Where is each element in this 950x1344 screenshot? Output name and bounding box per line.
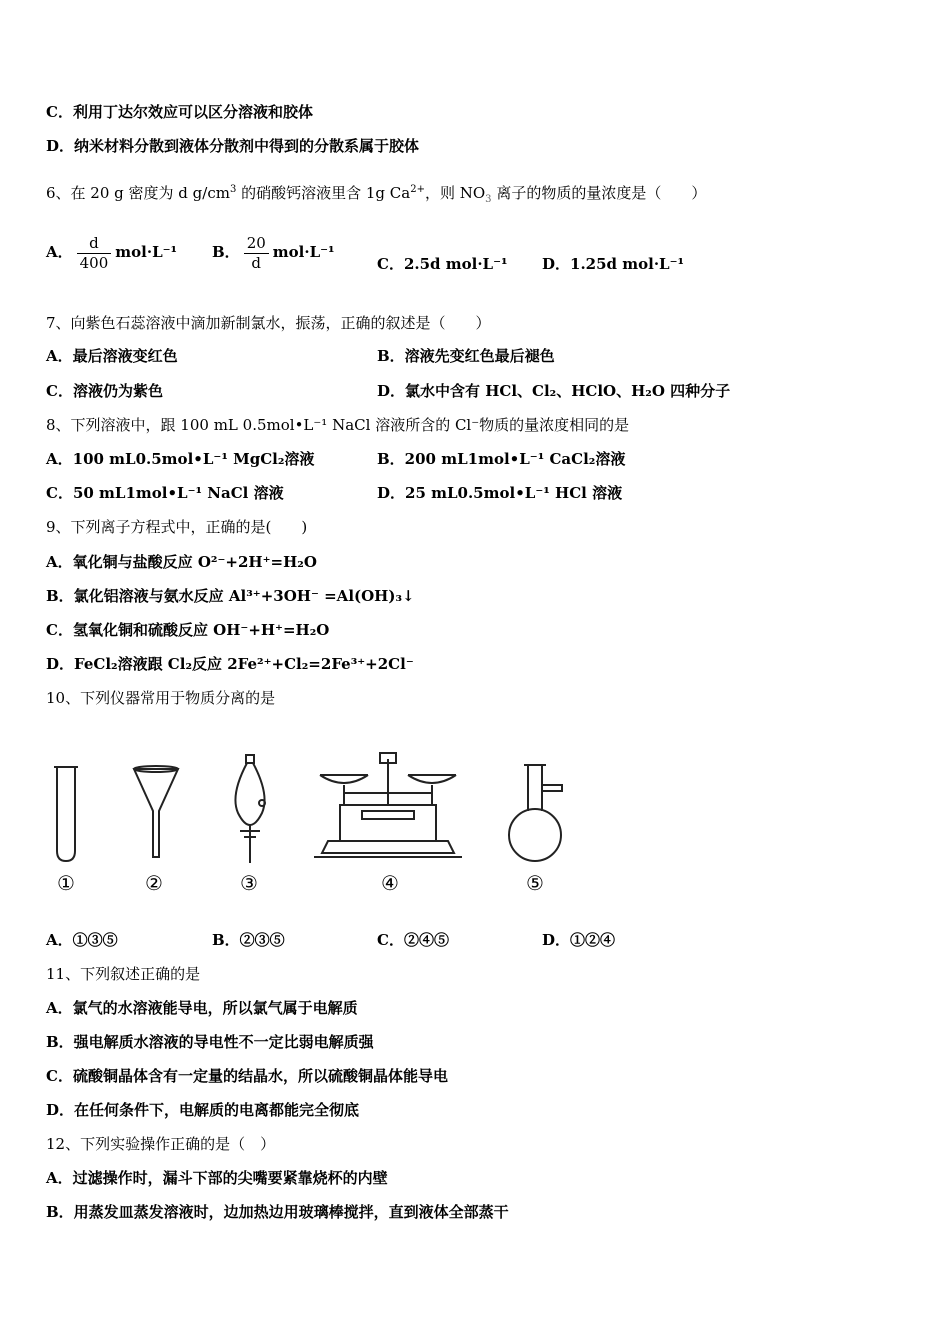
q7-option-c: C．溶液仍为紫色 <box>46 382 163 400</box>
distillation-flask-icon <box>509 765 562 861</box>
separatory-funnel-icon <box>235 755 265 863</box>
q9-option-a: A．氧化铜与盐酸反应 O²⁻+2H⁺=H₂O <box>46 553 317 571</box>
apparatus-label-1: ① <box>57 871 75 895</box>
q11-stem: 11、下列叙述正确的是 <box>46 965 201 983</box>
apparatus-label-5: ⑤ <box>526 871 544 895</box>
q11-option-c: C．硫酸铜晶体含有一定量的结晶水，所以硫酸铜晶体能导电 <box>46 1067 448 1085</box>
q9-option-d: D．FeCl₂溶液跟 Cl₂反应 2Fe²⁺+Cl₂=2Fe³⁺+2Cl⁻ <box>46 655 414 673</box>
q6-fraction-b: $\frac{20}{d}$ <box>244 234 269 273</box>
apparatus-label-3: ③ <box>240 871 258 895</box>
apparatus-label-2: ② <box>145 871 163 895</box>
q10-option-a: A．①③⑤ <box>46 931 118 949</box>
q9-stem: 9、下列离子方程式中，正确的是( ) <box>46 518 308 536</box>
q7-option-b: B．溶液先变红色最后褪色 <box>377 347 555 365</box>
q11-option-d: D．在任何条件下，电解质的电离都能完全彻底 <box>46 1101 360 1119</box>
q7-option-d: D．氯水中含有 HCl、Cl₂、HClO、H₂O 四种分子 <box>377 382 731 400</box>
apparatus-label-4: ④ <box>381 871 399 895</box>
q12-option-b: B．用蒸发皿蒸发溶液时，边加热边用玻璃棒搅拌，直到液体全部蒸干 <box>46 1203 509 1221</box>
q6-fraction-a: $\frac{d}{400}$ <box>77 234 112 273</box>
q6-stem: 6、在 20 g 密度为 d $g/cm^3$ 的硝酸钙溶液里含 1g $Ca^{2+}$，则 $NO_3$ 离子的物质的量浓度是（ ） <box>46 184 707 205</box>
q6-option-d: D．1.25d mol·L⁻¹ <box>542 255 685 273</box>
q5-option-d: D．纳米材料分散到液体分散剂中得到的分散系属于胶体 <box>46 137 420 155</box>
q9-option-b: B．氯化铝溶液与氨水反应 Al³⁺+3OH⁻ =Al(OH)₃↓ <box>46 587 415 605</box>
q8-option-a: A．100 mL0.5mol•L⁻¹ MgCl₂溶液 <box>46 450 315 468</box>
q6-option-a: A． $\frac{d}{400}$ mol·L⁻¹ <box>46 233 178 272</box>
q12-stem: 12、下列实验操作正确的是（ ） <box>46 1135 276 1153</box>
q5-option-c: C．利用丁达尔效应可以区分溶液和胶体 <box>46 103 313 121</box>
q8-option-b: B．200 mL1mol•L⁻¹ CaCl₂溶液 <box>377 450 626 468</box>
apparatus-figure <box>44 745 574 905</box>
funnel-icon <box>134 766 178 857</box>
q6-option-c: C．2.5d mol·L⁻¹ <box>377 255 508 273</box>
q10-option-b: B．②③⑤ <box>212 931 285 949</box>
q8-stem: 8、下列溶液中，跟 100 mL 0.5mol•L⁻¹ NaCl 溶液所含的 Cl⁻物质的量浓度相同的是 <box>46 416 630 434</box>
q11-option-a: A．氯气的水溶液能导电，所以氯气属于电解质 <box>46 999 358 1017</box>
balance-icon <box>314 753 462 857</box>
q10-stem: 10、下列仪器常用于物质分离的是 <box>46 689 276 707</box>
q8-option-c: C．50 mL1mol•L⁻¹ NaCl 溶液 <box>46 484 284 502</box>
q7-stem: 7、向紫色石蕊溶液中滴加新制氯水，振荡，正确的叙述是（ ） <box>46 314 491 332</box>
q7-option-a: A．最后溶液变红色 <box>46 347 178 365</box>
test-tube-icon <box>54 767 78 861</box>
q11-option-b: B．强电解质水溶液的导电性不一定比弱电解质强 <box>46 1033 374 1051</box>
q9-option-c: C．氢氧化铜和硫酸反应 OH⁻+H⁺=H₂O <box>46 621 330 639</box>
q12-option-a: A．过滤操作时，漏斗下部的尖嘴要紧靠烧杯的内壁 <box>46 1169 388 1187</box>
q6-option-b: B． $\frac{20}{d}$ mol·L⁻¹ <box>212 233 335 272</box>
q10-option-d: D．①②④ <box>542 931 616 949</box>
q10-option-c: C．②④⑤ <box>377 931 449 949</box>
q8-option-d: D．25 mL0.5mol•L⁻¹ HCl 溶液 <box>377 484 623 502</box>
